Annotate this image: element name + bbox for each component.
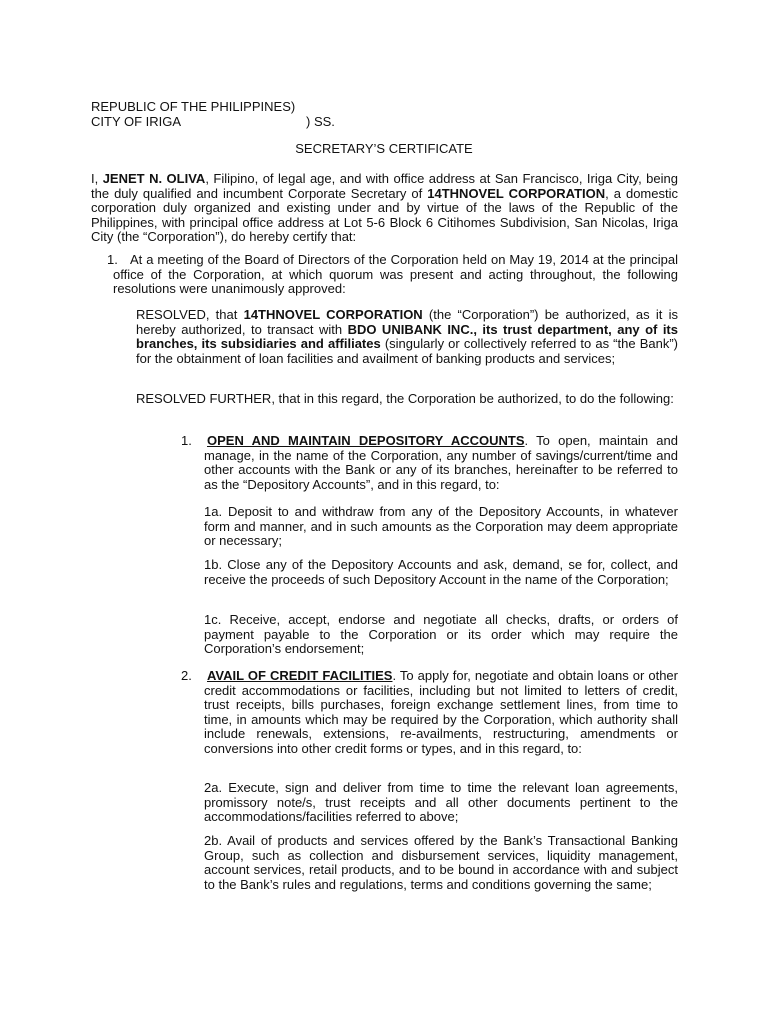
resolved-1-text-3: (singularly or collectively referred to as “the Bank”) for the obtainment of loan facilities and availment of banking products and services; (136, 336, 678, 366)
section-2-number: 2. (181, 668, 192, 683)
section-1-heading: OPEN AND MAINTAIN DEPOSITORY ACCOUNTS (207, 433, 525, 448)
section-2-heading: AVAIL OF CREDIT FACILITIES (207, 668, 393, 683)
certificate-title: SECRETARY’S CERTIFICATE (295, 141, 473, 156)
venue-line-republic: REPUBLIC OF THE PHILIPPINES) (91, 99, 296, 114)
section-2-paragraph (204, 669, 678, 756)
resolved-1-text-2: (the “Corporation”) be authorized, as it is hereby authorized, to transact with (136, 307, 679, 337)
intro-text-3: , a domestic corporation duly organized and existing under and by virtue of the laws of the Republic of the Philippines, with principal office address at Lot 5-6 Block 6 Citihomes Subdivision, San Nicolas, Iriga City (the “Corporation”), do hereby certify that: (91, 185, 678, 244)
item-1-text: At a meeting of the Board of Directors of the Corporation held on May 19, 2014 at the principal office of the Corporation, at which quorum was present and acting throughout, the following resolutions were unanimously approved: (113, 252, 678, 296)
resolved-1-bank: BDO UNIBANK INC., its trust department, any of its branches, its subsidiaries and affiliates (136, 321, 678, 351)
section-2a-paragraph: 2a. Execute, sign and deliver from time to time the relevant loan agreements, promissory note/s, trust receipts and all other documents pertinent to the accommodations/facilities referred to above; (204, 780, 678, 824)
intro-text-1: I, (91, 171, 103, 186)
section-2-text: . To apply for, negotiate and obtain loans or other credit accommodations or facilities, including but not limited to letters of credit, trust receipts, bills purchases, foreign exchange settlement lines, from time to time, in amounts which may be required by the Corporation, which authority shall include renewals, extensions, re-availments, restructuring, amendments or conversions into other credit forms or types, and in this regard, to: (204, 668, 678, 756)
section-2b-paragraph: 2b. Avail of products and services offered by the Bank’s Transactional Banking Group, such as collection and disbursement services, liquidity management, account services, retail products, and to be bound in accordance with and subject to the Bank’s rules and regulations, terms and conditions governing the same; (204, 833, 678, 892)
section-1-paragraph (204, 434, 678, 492)
venue-city: CITY OF IRIGA (91, 113, 182, 129)
resolved-paragraph-1 (136, 308, 678, 366)
section-1a-paragraph: 1a. Deposit to and withdraw from any of the Depository Accounts, in whatever form and manner, and in such amounts as the Corporation may deem appropriate or necessary; (204, 504, 678, 548)
intro-paragraph (91, 172, 678, 245)
resolved-1-text-1: RESOLVED, that (136, 307, 244, 322)
venue-block (91, 100, 691, 129)
item-1-paragraph (107, 252, 678, 297)
section-1b-paragraph: 1b. Close any of the Depository Accounts and ask, demand, se for, collect, and receive the proceeds of such Depository Account in the name of the Corporation; (204, 557, 678, 587)
resolved-1-corporation: 14THNOVEL CORPORATION (243, 307, 423, 322)
section-1-number: 1. (181, 433, 192, 448)
intro-text-2: , Filipino, of legal age, and with office address at San Francisco, Iriga City, being the duly qualified and incumbent Corporate Secretary of (91, 171, 678, 201)
section-1-text: . To open, maintain and manage, in the name of the Corporation, any number of savings/current/time and other accounts with the Bank or any of its branches, hereinafter to be referred to as the “Depository Accounts”, and in this regard, to: (204, 433, 678, 492)
section-1c-paragraph: 1c. Receive, accept, endorse and negotiate all checks, drafts, or orders of payment payable to the Corporation or its order which may require the Corporation’s endorsement; (204, 612, 678, 656)
venue-ss: ) SS. (306, 113, 335, 129)
resolved-paragraph-2: RESOLVED FURTHER, that in this regard, the Corporation be authorized, to do the following: (136, 391, 674, 406)
venue-line-city (91, 115, 691, 130)
secretary-name: JENET N. OLIVA (102, 171, 206, 186)
item-1-number: 1. (107, 252, 118, 267)
corporation-name: 14THNOVEL CORPORATION (427, 185, 606, 201)
